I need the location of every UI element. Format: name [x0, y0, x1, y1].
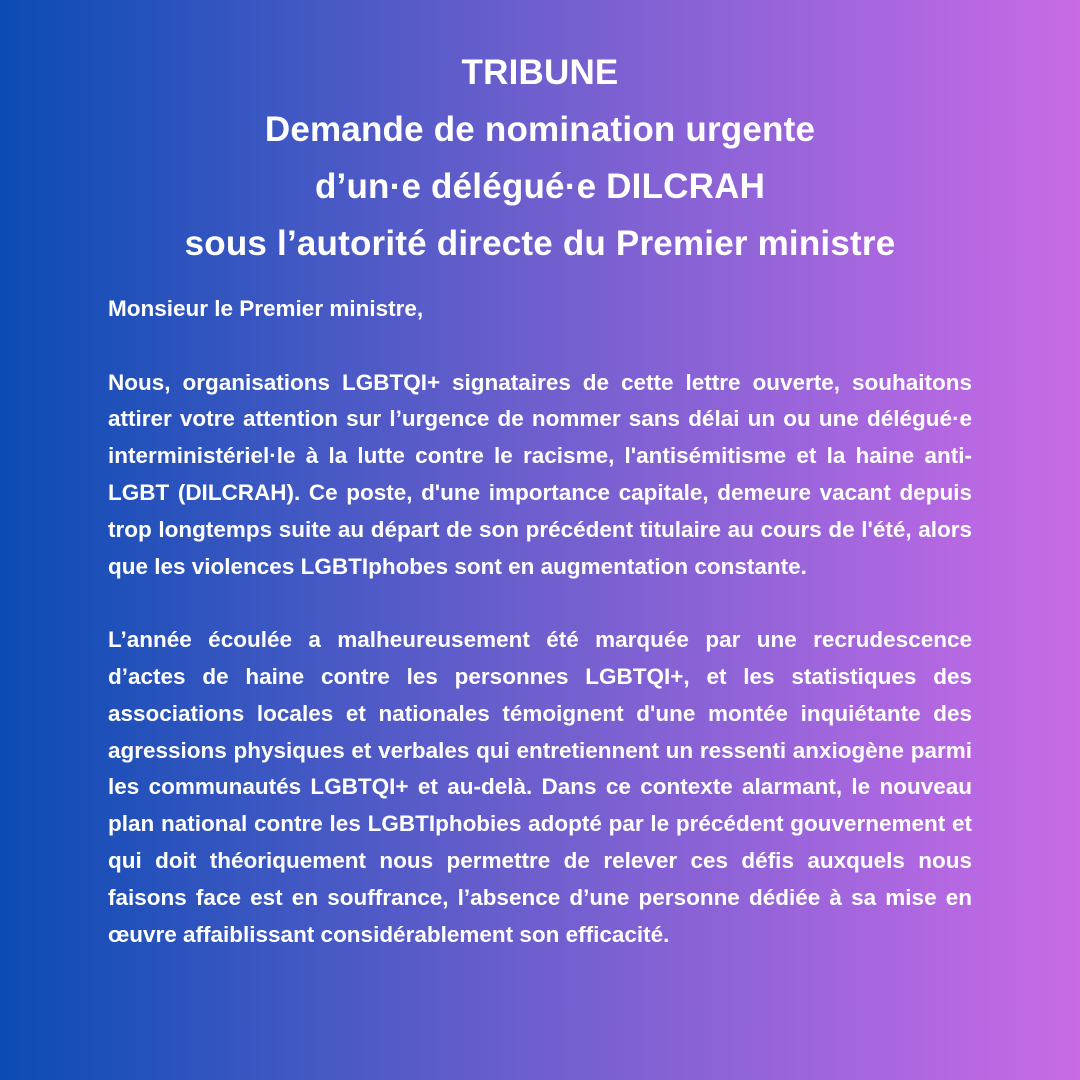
salutation: Monsieur le Premier ministre,	[108, 296, 424, 321]
title-line-3: sous l’autorité directe du Premier ministre	[184, 224, 896, 263]
paragraph-2: L’année écoulée a malheureusement été marquée par une recrudescence d’actes de haine contre les personnes LGBTQI+, et les statistiques des associations locales et nationales témoignent d'une montée inquiétante des agressions physiques et verbales qui entretiennent un ressenti anxiogène parmi les communautés LGBTQI+ et au-delà. Dans ce contexte alarmant, le nouveau plan national contre les LGBTIphobies adopté par le précédent gouvernement et qui doit théoriquement nous permettre de relever ces défis auxquels nous faisons face est en souffrance, l’absence d’une personne dédiée à sa mise en œuvre affaiblissant considérablement son efficacité.	[108, 627, 972, 947]
title-line-1: Demande de nomination urgente	[264, 110, 816, 149]
tribune-label: TRIBUNE	[461, 53, 619, 92]
title-line-2: d’un·e délégué·e DILCRAH	[314, 167, 766, 206]
paragraph-1: Nous, organisations LGBTQI+ signataires de cette lettre ouverte, souhaitons attirer votre attention sur l’urgence de nommer sans délai un ou une délégué·e interministériel·le à la lutte contre le racisme, l'antisémitisme et la haine anti-LGBT (DILCRAH). Ce poste, d'une importance capitale, demeure vacant depuis trop longtemps suite au départ de son précédent titulaire au cours de l'été, alors que les violences LGBTIphobes sont en augmentation constante.	[108, 369, 972, 579]
title-block	[0, 44, 1080, 272]
letter-body	[108, 291, 972, 990]
